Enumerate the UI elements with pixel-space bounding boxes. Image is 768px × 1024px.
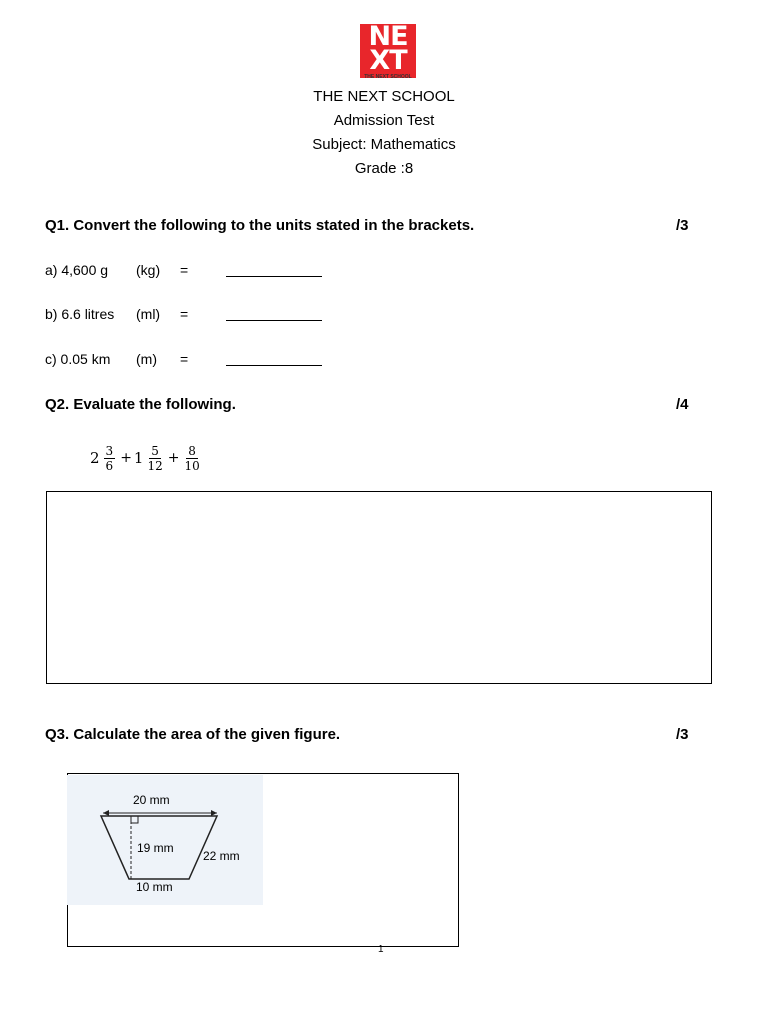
q3-marks: /3 — [676, 726, 689, 743]
q1-item-a-unit: (kg) — [136, 262, 161, 278]
q2-answer-box[interactable] — [46, 491, 712, 684]
q1-marks: /3 — [676, 217, 689, 234]
term1-whole: 2 — [90, 449, 100, 467]
school-name: THE NEXT SCHOOL — [313, 88, 455, 105]
q2-expression — [90, 441, 203, 475]
trapezium-figure — [67, 775, 263, 905]
term2-numerator: 5 — [151, 443, 159, 458]
q1-item-a-label: a) 4,600 g — [45, 262, 109, 278]
logo-line-2: XT — [369, 45, 407, 76]
page-number: 1 — [378, 944, 384, 955]
term3-fraction — [184, 444, 199, 473]
q1-item-b — [45, 306, 345, 326]
term3-numerator: 8 — [188, 443, 196, 458]
term1-denominator: 6 — [105, 458, 114, 473]
label-side: 22 mm — [203, 849, 240, 863]
q2-title: Q2. Evaluate the following. — [45, 396, 236, 413]
q1-item-b-label: b) 6.6 litres — [45, 306, 115, 322]
logo-tagline: THE NEXT SCHOOL — [364, 74, 412, 80]
logo-line-1: NE — [368, 21, 408, 52]
q1-item-c-equals: = — [180, 351, 189, 367]
grade-line: Grade :8 — [354, 160, 414, 177]
q2-marks: /4 — [676, 396, 689, 413]
operator-2: + — [167, 450, 180, 466]
term1-numerator: 3 — [105, 443, 114, 458]
q3-title: Q3. Calculate the area of the given figure. — [45, 726, 341, 743]
term3-denominator: 10 — [184, 458, 200, 473]
q1-item-a — [45, 262, 345, 282]
q1-item-a-equals: = — [180, 262, 189, 278]
q1-item-c — [45, 351, 345, 371]
term1-fraction — [104, 444, 116, 473]
test-title: Admission Test — [333, 112, 435, 129]
term2-denominator: 12 — [147, 458, 163, 473]
term2-whole: 1 — [133, 449, 144, 467]
label-bottom: 10 mm — [136, 880, 173, 894]
q1-item-c-unit: (m) — [136, 351, 157, 367]
subject-line: Subject: Mathematics — [312, 136, 456, 153]
q1-item-b-unit: (ml) — [136, 306, 161, 322]
term2-fraction — [147, 444, 162, 473]
label-height: 19 mm — [137, 841, 174, 855]
school-logo — [360, 21, 416, 78]
operator-1: + — [120, 450, 132, 466]
q1-title: Q1. Convert the following to the units stated in the brackets. — [45, 217, 475, 234]
label-top: 20 mm — [133, 793, 170, 807]
q1-item-c-label: c) 0.05 km — [45, 351, 111, 367]
q1-item-b-equals: = — [180, 306, 189, 322]
